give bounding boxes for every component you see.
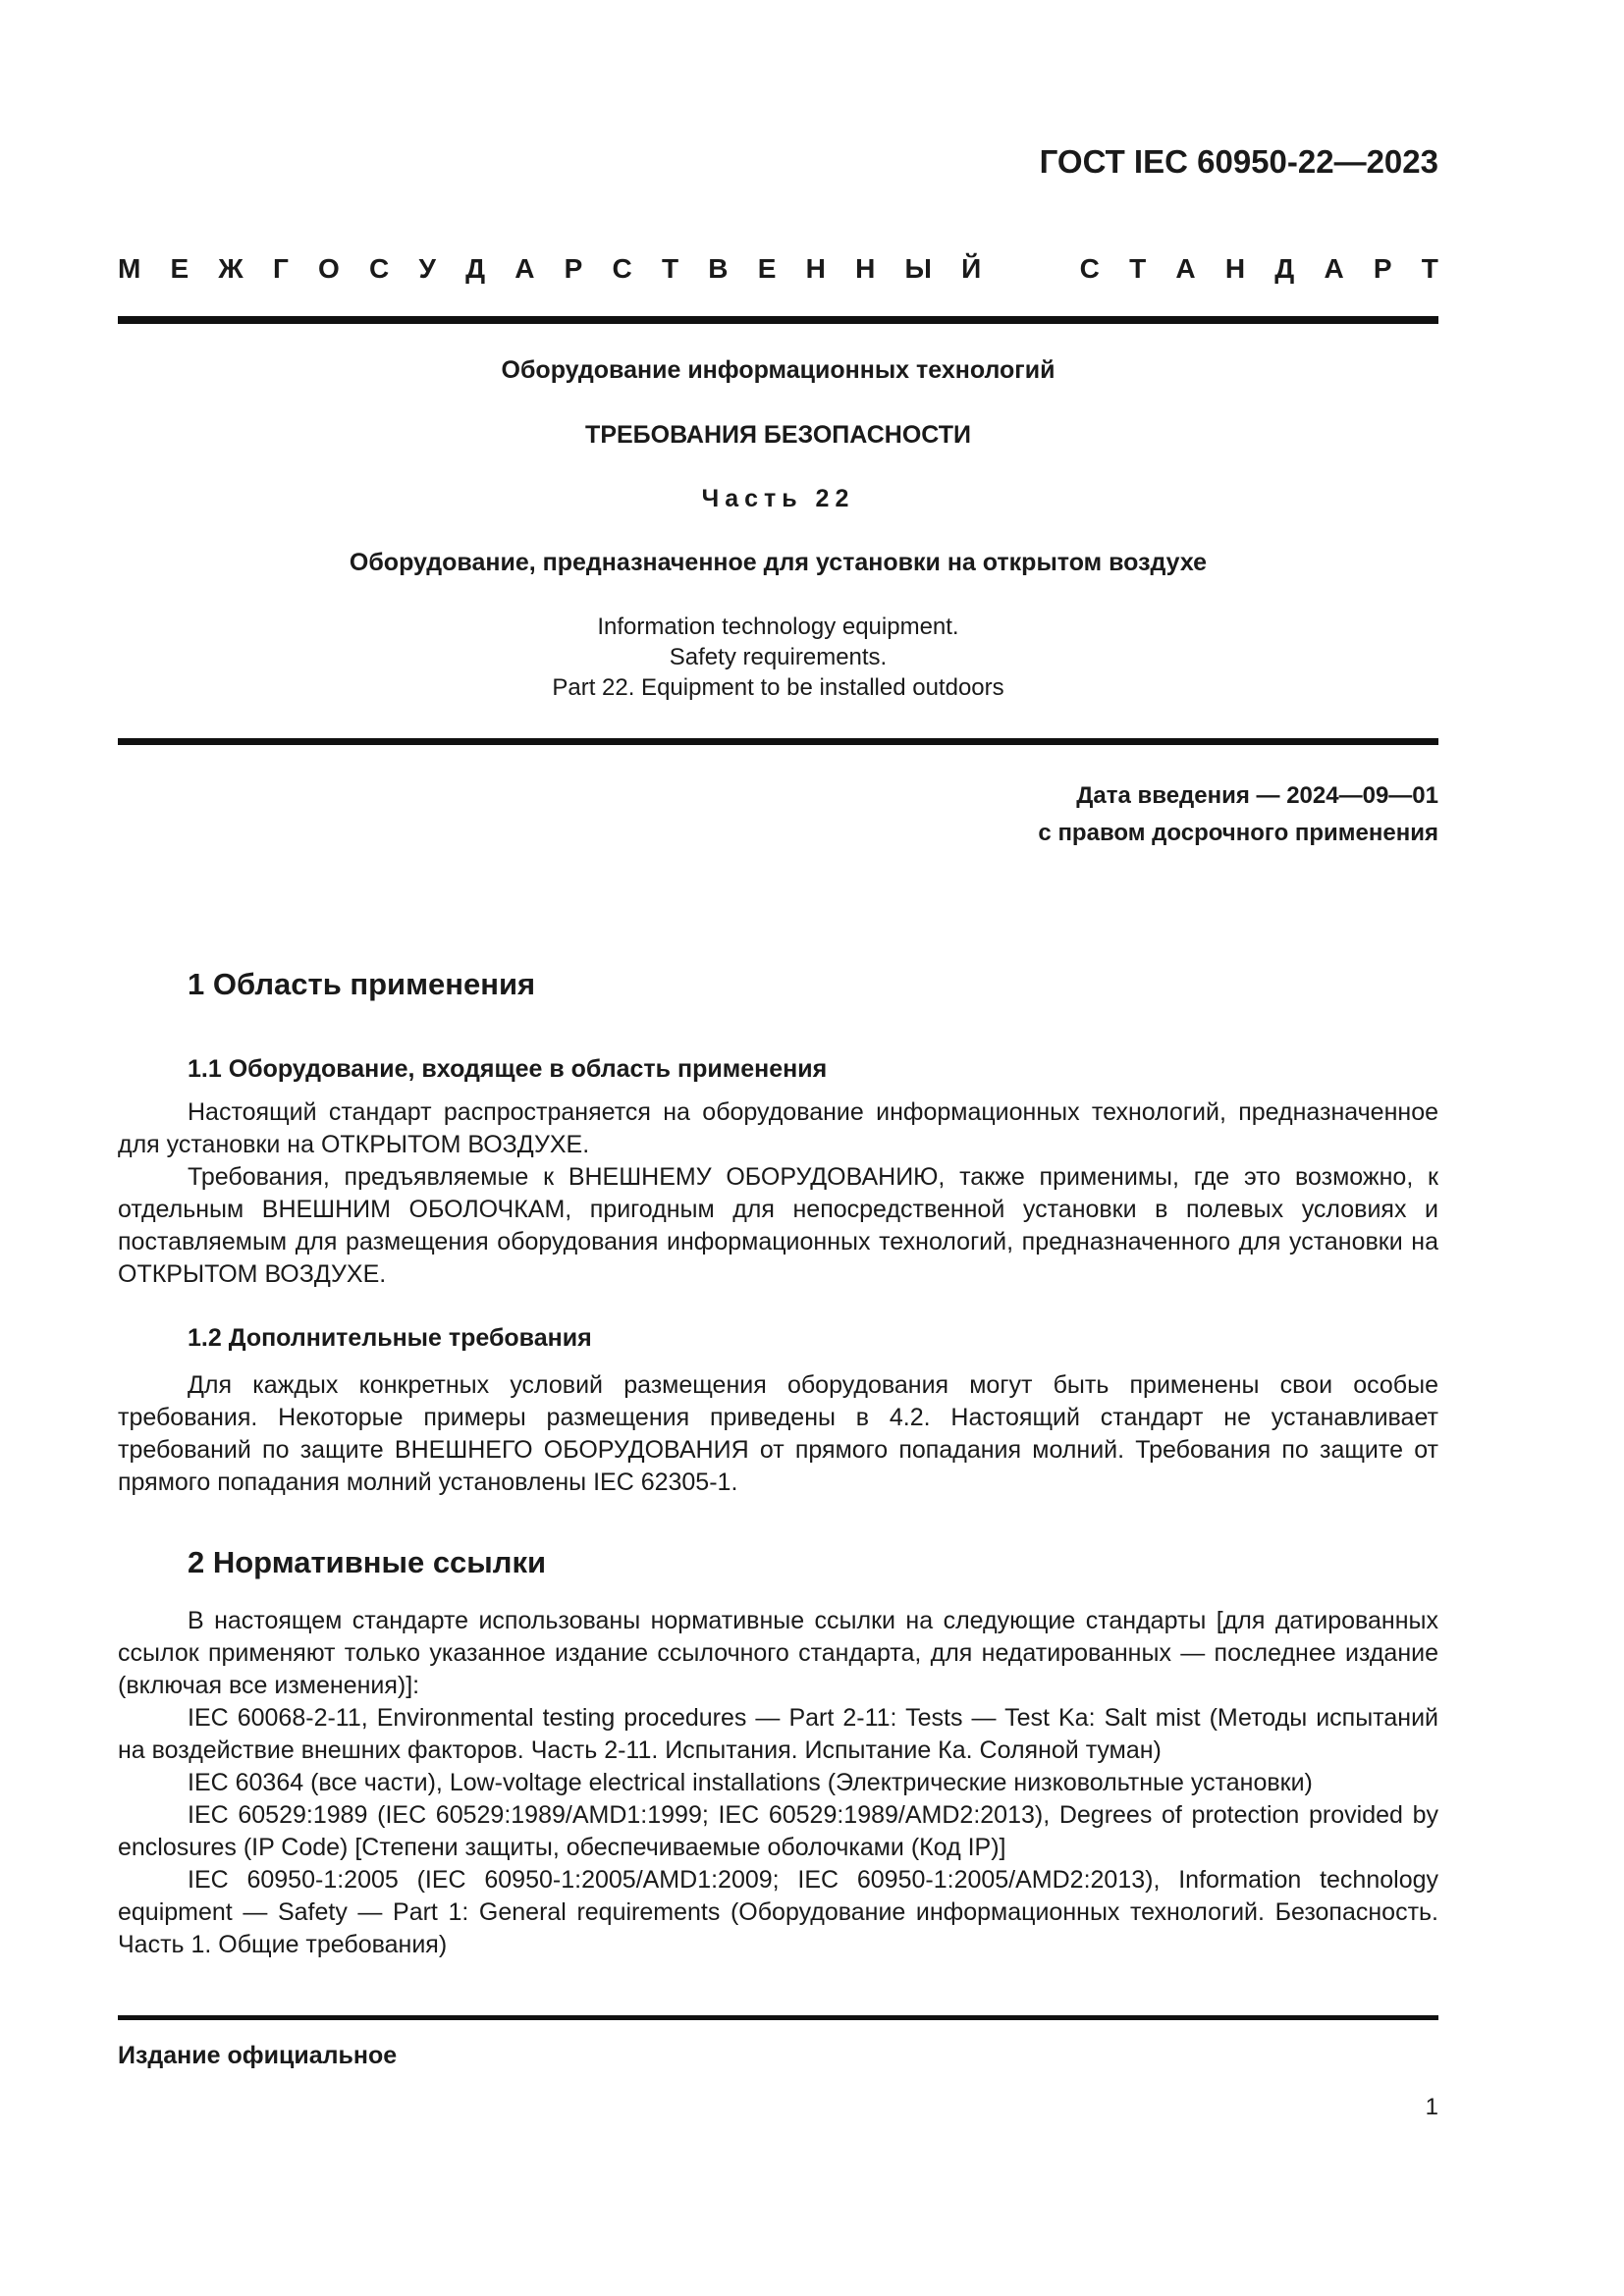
- banner-letter: Т: [661, 253, 679, 284]
- section-2-heading: 2 Нормативные ссылки: [188, 1545, 547, 1579]
- banner-letter: С: [1079, 253, 1100, 284]
- title-part-number: Часть 22: [701, 485, 855, 512]
- reference-item: IEC 60068-2-11, Environmental testing procedures — Part 2-11: Tests — Test Ka: Salt mist (Методы испытаний на воздействие внешних факторов. Часть 2-11. Испытания. Испытание Ка. Соляной туман): [118, 1704, 1438, 1764]
- standard-type-banner: [118, 253, 1438, 293]
- banner-letter: Р: [1373, 253, 1392, 284]
- subsection-1-2-heading: 1.2 Дополнительные требования: [188, 1324, 592, 1352]
- banner-letter: В: [708, 253, 729, 284]
- english-title-line-3: Part 22. Equipment to be installed outdoors: [552, 674, 1004, 701]
- banner-letter: Й: [961, 253, 982, 284]
- banner-letter: А: [1175, 253, 1196, 284]
- top-divider: [118, 316, 1438, 324]
- banner-letter: Н: [1224, 253, 1246, 284]
- paragraph: Для каждых конкретных условий размещения оборудования могут быть применены свои особые требования. Некоторые примеры размещения приведены в 4.2. Настоящий стандарт не устанавливает требований по защите ВНЕШНЕГО ОБОРУДОВАНИЯ от прямого попадания молний. Требования по защите от прямого попадания молний установлены IEC 62305-1.: [118, 1371, 1438, 1496]
- introduction-date: Дата введения — 2024—09—01: [1076, 782, 1438, 809]
- banner-letter: Е: [757, 253, 777, 284]
- banner-letter: Е: [170, 253, 189, 284]
- title-line-1: Оборудование информационных технологий: [501, 356, 1056, 384]
- english-title-line-2: Safety requirements.: [669, 644, 888, 670]
- banner-letter: С: [612, 253, 632, 284]
- banner-letter: Д: [1274, 253, 1295, 284]
- title-line-4: Оборудование, предназначенное для установки на открытом воздухе: [349, 549, 1208, 576]
- banner-letter: Н: [855, 253, 876, 284]
- banner-letter: Г: [272, 253, 289, 284]
- early-application-note: с правом досрочного применения: [1038, 820, 1438, 846]
- banner-letter: С: [369, 253, 390, 284]
- reference-item: IEC 60529:1989 (IEC 60529:1989/AMD1:1999; IEC 60529:1989/AMD2:2013), Degrees of protection provided by enclosures (IP Code) [Степени защиты, обеспечиваемые оболочками (Код IP)]: [118, 1801, 1438, 1861]
- subsection-1-1-body: [118, 1096, 1438, 1291]
- english-title-line-1: Information technology equipment.: [597, 614, 959, 640]
- banner-letter: Ж: [218, 253, 244, 284]
- banner-word-gap: [1010, 253, 1050, 293]
- banner-letter: Д: [465, 253, 486, 284]
- official-edition-label: Издание официальное: [118, 2042, 398, 2069]
- title-divider: [118, 738, 1438, 745]
- banner-letter: У: [418, 253, 436, 284]
- paragraph: Настоящий стандарт распространяется на оборудование информационных технологий, предназначенное для установки на ОТКРЫТОМ ВОЗДУХЕ.: [118, 1098, 1438, 1158]
- paragraph: В настоящем стандарте использованы нормативные ссылки на следующие стандарты [для датированных ссылок применяют только указанное издание ссылочного стандарта, для недатированных — последнее издание (включая все изменения)]:: [118, 1607, 1438, 1699]
- normative-references-body: [118, 1605, 1438, 1961]
- banner-letter: А: [1324, 253, 1344, 284]
- document-code: ГОСТ IEC 60950-22—2023: [1039, 143, 1438, 180]
- banner-letter: Т: [1421, 253, 1438, 284]
- banner-letter: Ы: [904, 253, 932, 284]
- title-line-2: ТРЕБОВАНИЯ БЕЗОПАСНОСТИ: [585, 421, 971, 449]
- banner-letter: М: [118, 253, 141, 284]
- paragraph: Требования, предъявляемые к ВНЕШНЕМУ ОБОРУДОВАНИЮ, также применимы, где это возможно, к отдельным ВНЕШНИМ ОБОЛОЧКАМ, пригодным для непосредственной установки в полевых условиях и поставляемым для размещения оборудования информационных технологий, предназначенного для установки на ОТКРЫТОМ ВОЗДУХЕ.: [118, 1163, 1438, 1288]
- subsection-1-2-body: [118, 1369, 1438, 1499]
- reference-item: IEC 60364 (все части), Low-voltage electrical installations (Электрические низковольтные установки): [188, 1769, 1313, 1796]
- reference-item: IEC 60950-1:2005 (IEC 60950-1:2005/AMD1:2009; IEC 60950-1:2005/AMD2:2013), Information technology equipment — Safety — Part 1: General requirements (Оборудование информационных технологий. Безопасность. Часть 1. Общие требования): [118, 1866, 1438, 1958]
- banner-letter: Н: [805, 253, 826, 284]
- section-1-heading: 1 Область применения: [188, 967, 536, 1001]
- banner-letter: Т: [1129, 253, 1147, 284]
- page-number: 1: [1425, 2094, 1438, 2120]
- footer-divider: [118, 2015, 1438, 2020]
- banner-letter: О: [318, 253, 340, 284]
- subsection-1-1-heading: 1.1 Оборудование, входящее в область применения: [188, 1055, 828, 1083]
- banner-letter: А: [514, 253, 535, 284]
- banner-letter: Р: [564, 253, 583, 284]
